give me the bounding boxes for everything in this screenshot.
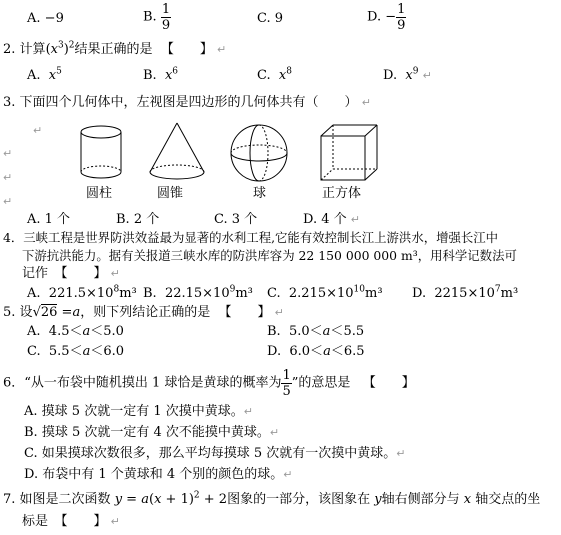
shape-label-sphere: 球	[253, 186, 267, 201]
q2-stem: 2. 计算$(x^3)^2$结果正确的是 【 】 ↵	[3, 40, 227, 57]
q3-option-a: A. 1 个	[27, 212, 71, 227]
q6-option-b: B. 摸球 5 次就一定有 4 次不能摸中黄球。↵	[24, 425, 280, 440]
shape-label-cone: 圆锥	[157, 186, 184, 201]
return-mark: ↵	[3, 195, 13, 208]
q5-option-c: C. 5.5＜a＜6.0	[27, 344, 125, 359]
q1-option-b: B. $\frac{1}{9}$	[143, 2, 171, 33]
square-root-sign: √	[32, 305, 41, 320]
shape-label-cylinder: 圆柱	[86, 186, 113, 201]
q7-stem-line1: 7. 如图是二次函数 $y = a(x + 1)^2 + 2$图象的一部分，该图象在 y轴右侧部分与 x 轴交点的坐	[3, 490, 541, 507]
return-mark: ↵	[3, 147, 13, 160]
cone-figure	[146, 120, 208, 184]
q3-stem: 3. 下面四个几何体中，左视图是四边形的几何体共有（ ） ↵	[3, 95, 371, 110]
q4-option-a: A. $221.5\times 10^8m^3$	[27, 284, 137, 301]
q1-option-c: C. 9	[257, 11, 284, 26]
q5-option-d: D. 6.0＜a＜6.5	[267, 344, 365, 359]
q1-option-a: A. −9	[27, 11, 64, 26]
q5-option-b: B. 5.0＜a＜5.5	[267, 324, 365, 339]
fraction-one-fifth: $\frac{1}{5}$	[282, 368, 291, 399]
q6-option-a: A. 摸球 5 次就一定有 1 次摸中黄球。↵	[24, 404, 253, 419]
q6-option-d: D. 布袋中有 1 个黄球和 4 个别的颜色的球。↵	[24, 467, 293, 482]
q4-option-d: D. $2215\times 10^7m^3$	[412, 284, 519, 301]
cylinder-figure	[76, 124, 126, 182]
return-mark: ↵	[3, 171, 13, 184]
q2-option-b: B. $x^6$	[143, 66, 179, 83]
q6-option-c: C. 如果摸球次数很多，那么平均每摸球 5 次就有一次摸中黄球。↵	[24, 446, 406, 461]
fraction-one-ninth: $\frac{1}{9}$	[161, 2, 171, 33]
q4-option-b: B. $22.15\times 10^9m^3$	[143, 284, 253, 301]
q3-option-d: D. 4 个 ↵	[303, 212, 360, 227]
q5-option-a: A. 4.5＜a＜5.0	[27, 324, 124, 339]
q2-option-c: C. $x^8$	[257, 66, 292, 83]
q1-option-d: D. − $\frac{1}{9}$	[367, 2, 406, 33]
q3-option-c: C. 3 个	[214, 212, 258, 227]
q6-stem: 6．“从一布袋中随机摸出 1 球恰是黄球的概率为 $\frac{1}{5}$ ”的意思是 【 】	[3, 368, 415, 399]
sphere-figure	[228, 122, 290, 184]
q7-stem-line2: 标是 【 】 ↵	[22, 514, 120, 529]
q4-stem-line1: 4．三峡工程是世界防洪效益最为显著的水利工程,它能有效控制长江上游洪水，增强长江中	[3, 230, 499, 245]
return-mark: ↵	[33, 124, 43, 137]
cube-figure	[318, 122, 380, 184]
fraction-one-ninth: $\frac{1}{9}$	[397, 2, 406, 33]
shape-label-cube: 正方体	[322, 186, 362, 201]
q5-stem: 5. 设√26 =a，则下列结论正确的是 【 】 ↵	[3, 305, 284, 320]
q2-option-a: A. $x^5$	[27, 66, 62, 83]
q4-stem-line2: 下游抗洪能力。据有关报道三峡水库的防洪库容为 22 150 000 000 m³，用科学记数法可	[22, 248, 517, 263]
q2-option-d: D. $x^9$ ↵	[383, 66, 432, 83]
q4-option-c: C. $2.215\times 10^{10}m^3$	[267, 284, 383, 301]
q3-option-b: B. 2 个	[116, 212, 160, 227]
q4-stem-line3: 记作 【 】 ↵	[22, 266, 120, 281]
